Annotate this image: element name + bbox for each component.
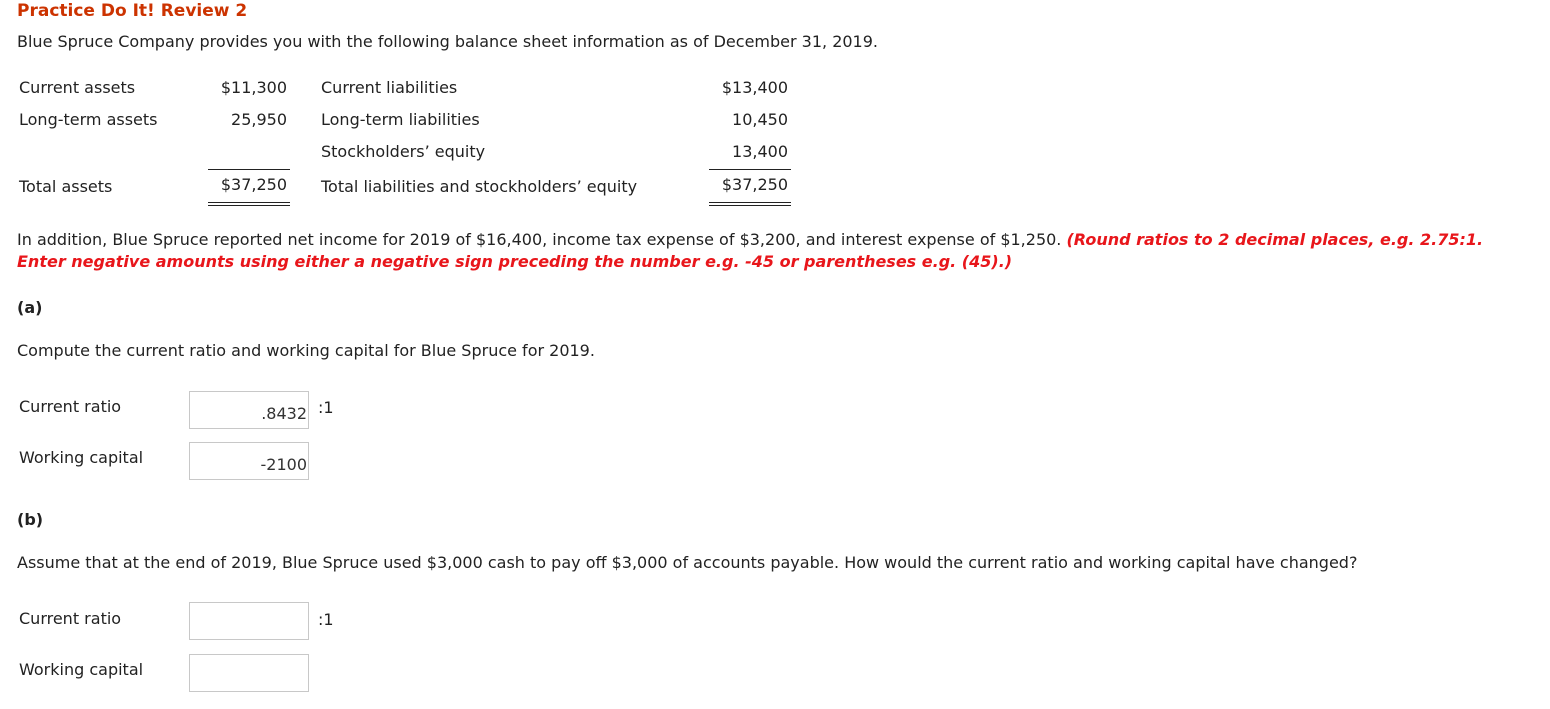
assets-label-current: Current assets [19, 78, 136, 97]
part-a-label: (a) [17, 298, 43, 317]
assets-total-double-rule [208, 202, 290, 206]
part-a-ratio-suffix: :1 [318, 398, 334, 417]
liab-value-current: $13,400 [721, 78, 788, 97]
part-a-current-ratio-label: Current ratio [19, 397, 122, 416]
total-assets-value: $37,250 [220, 175, 287, 194]
total-liab-value: $37,250 [721, 175, 788, 194]
liab-label-longterm: Long-term liabilities [321, 110, 480, 129]
part-a-current-ratio-input[interactable] [189, 391, 309, 429]
part-b-working-capital-input[interactable] [189, 654, 309, 692]
part-b-current-ratio-input[interactable] [189, 602, 309, 640]
part-b-working-capital-label: Working capital [19, 660, 144, 679]
liab-value-longterm: 10,450 [732, 110, 788, 129]
assets-value-longterm: 25,950 [231, 110, 287, 129]
page-title: Practice Do It! Review 2 [17, 1, 248, 21]
total-liab-label: Total liabilities and stockholders’ equity [321, 177, 638, 196]
part-b-current-ratio-label: Current ratio [19, 609, 122, 628]
liab-total-double-rule [709, 202, 791, 206]
part-b-label: (b) [17, 510, 44, 529]
liab-subtotal-rule [709, 169, 791, 170]
assets-value-current: $11,300 [220, 78, 287, 97]
total-assets-label: Total assets [19, 177, 113, 196]
assets-subtotal-rule [208, 169, 290, 170]
liab-value-equity: 13,400 [732, 142, 788, 161]
liab-label-equity: Stockholders’ equity [321, 142, 486, 161]
liab-label-current: Current liabilities [321, 78, 458, 97]
part-a-working-capital-input[interactable] [189, 442, 309, 480]
part-a-question: Compute the current ratio and working capital for Blue Spruce for 2019. [17, 341, 595, 360]
instructions-text: In addition, Blue Spruce reported net income for 2019 of $16,400, income tax expense of $3,200, and interest expense of $1,250. [17, 230, 1062, 249]
instructions [17, 229, 1517, 273]
part-b-question: Assume that at the end of 2019, Blue Spruce used $3,000 cash to pay off $3,000 of accounts payable. How would the current ratio and working capital have changed? [17, 553, 1358, 572]
part-b-ratio-suffix: :1 [318, 610, 334, 629]
instructions-emphasis: (Round ratios to 2 decimal places, e.g. 2.75:1. Enter negative amounts using either a negative sign preceding the number e.g. -45 or parentheses e.g. (45).) [17, 230, 1484, 271]
part-a-working-capital-label: Working capital [19, 448, 144, 467]
assets-label-longterm: Long-term assets [19, 110, 158, 129]
intro-text: Blue Spruce Company provides you with the following balance sheet information as of December 31, 2019. [17, 32, 878, 51]
